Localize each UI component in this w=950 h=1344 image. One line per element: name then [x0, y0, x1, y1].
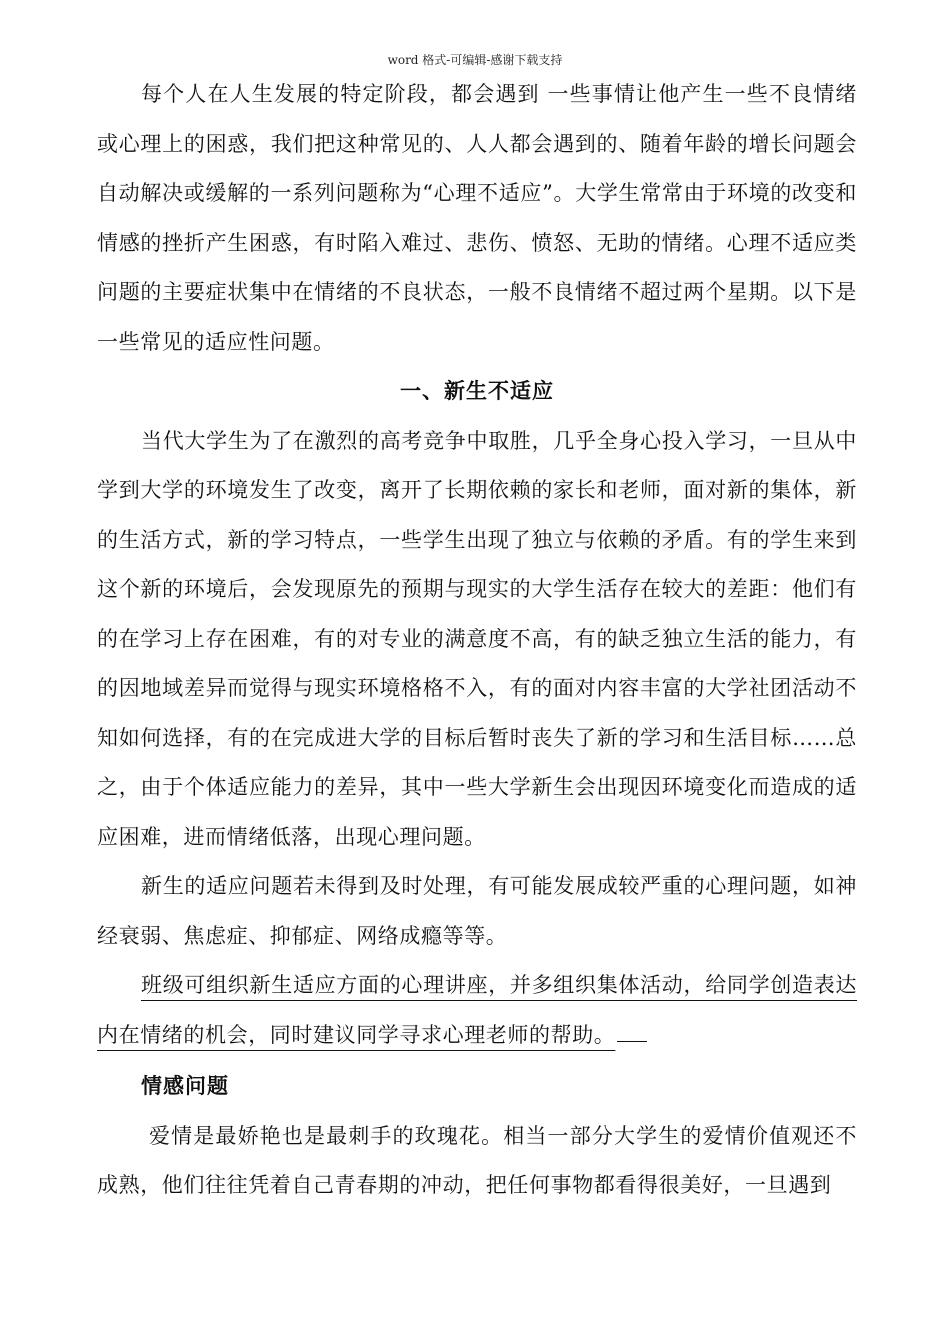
document-body	[97, 70, 857, 1211]
new-student-paragraph-3	[97, 961, 857, 1060]
advice-underlined-text: 班级可组织新生适应方面的心理讲座，并多组织集体活动，给同学创造表达内在情绪的机会，同时建议同学寻求心理老师的帮助。	[97, 973, 857, 1047]
new-student-paragraph-1: 当代大学生为了在激烈的高考竞争中取胜，几乎全身心投入学习，一旦从中学到大学的环境发生了改变，离开了长期依赖的家长和老师，面对新的集体，新的生活方式，新的学习特点，一些学生出现了独立与依赖的矛盾。有的学生来到这个新的环境后，会发现原先的预期与现实的大学生活存在较大的差距：他们有的在学习上存在困难，有的对专业的满意度不高，有的缺乏独立生活的能力，有的因地域差异而觉得与现实环境格格不入，有的面对内容丰富的大学社团活动不知如何选择，有的在完成进大学的目标后暂时丧失了新的学习和生活目标……总之，由于个体适应能力的差异，其中一些大学新生会出现因环境变化而造成的适应困难，进而情绪低落，出现心理问题。	[97, 428, 857, 849]
underline-tail	[617, 1040, 647, 1042]
intro-paragraph: 每个人在人生发展的特定阶段，都会遇到 一些事情让他产生一些不良情绪或心理上的困惑，我们把这种常见的、人人都会遇到的、随着年龄的增长问题会自动解决或缓解的一系列问题称为“心理不适应”。大学生常常由于环境的改变和情感的挫折产生困惑，有时陷入难过、悲伤、愤怒、无助的情绪。心理不适应类问题的主要症状集中在情绪的不良状态，一般不良情绪不超过两个星期。以下是一些常见的适应性问题。	[97, 82, 857, 354]
section-heading-new-student: 一、新生不适应	[400, 379, 554, 403]
emotion-paragraph-1: 爱情是最娇艳也是最刺手的玫瑰花。相当一部分大学生的爱情价值观还不成熟，他们往往凭着自己青春期的冲动，把任何事物都看得很美好，一旦遇到	[97, 1123, 857, 1197]
new-student-paragraph-2: 新生的适应问题若未得到及时处理，有可能发展成较严重的心理问题，如神经衰弱、焦虑症、抑郁症、网络成瘾等等。	[97, 874, 857, 948]
page-header: word 格式-可编辑-感谢下载支持	[387, 53, 563, 67]
section-heading-emotion: 情感问题	[141, 1074, 229, 1098]
